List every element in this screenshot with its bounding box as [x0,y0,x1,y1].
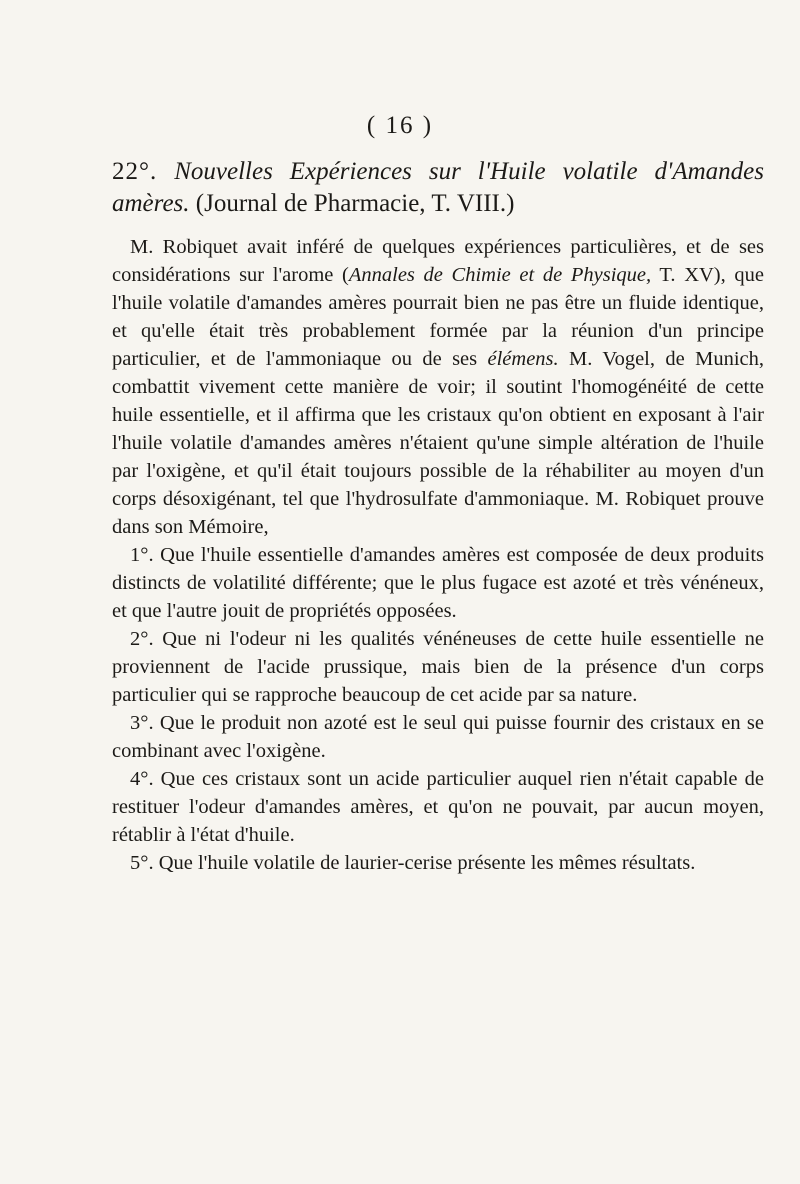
article-heading [112,156,764,220]
intro-paragraph [112,233,764,541]
article-title: Nouvelles Expériences sur l'Huile volatile d'Amandes amères. [112,158,765,217]
journal-reference: Annales de Chimie et de Physique, [348,264,652,286]
point-1: 1°. Que l'huile essentielle d'amandes amères est composée de deux produits distincts de volatilité différente; que le plus fugace est azoté et très vénéneux, et que l'autre jouit de propriétés opposées. [112,544,764,622]
point-4: 4°. Que ces cristaux sont un acide particulier auquel rien n'était capable de restituer l'odeur d'amandes amères, et qu'on ne pouvait, par aucun moyen, rétablir à l'état d'huile. [112,768,764,846]
intro-text-2: T. XV), que l'huile volatile d'amandes amères pourrait bien ne pas être un fluide identique, et qu'elle était très probablement formée par la réunion d'un principe particulier, et de l'ammoniaque ou de ses [112,264,765,370]
article-number: 22°. [112,158,158,185]
point-3: 3°. Que le produit non azoté est le seul qui puisse fournir des cristaux en se combinant avec l'oxigène. [112,712,764,762]
intro-text-1: M. Robiquet avait inféré de quelques expériences particulières, et de ses considérations sur l'arome ( [112,236,764,286]
elemens-word: élémens. [487,348,559,370]
text-block [112,156,764,877]
point-5: 5°. Que l'huile volatile de laurier-cerise présente les mêmes résultats. [130,852,696,874]
page-number: ( 16 ) [366,112,434,139]
article-source: (Journal de Pharmacie, T. VIII.) [195,190,515,217]
point-2: 2°. Que ni l'odeur ni les qualités vénéneuses de cette huile essentielle ne proviennent de l'acide prussique, mais bien de la présence d'un corps particulier qui se rapproche beaucoup de cet acide par sa nature. [112,628,764,706]
intro-text-3: M. Vogel, de Munich, combattit vivement cette manière de voir; il soutint l'homogénéité de cette huile essentielle, et il affirma que les cristaux qu'on obtient en exposant à l'air l'huile volatile d'amandes amères n'étaient qu'une simple altération de l'huile par l'oxigène, et qu'il était toujours possible de la réhabiliter au moyen d'un corps désoxigénant, tel que l'hydrosulfate d'ammoniaque. M. Robiquet prouve dans son Mémoire, [112,348,764,538]
